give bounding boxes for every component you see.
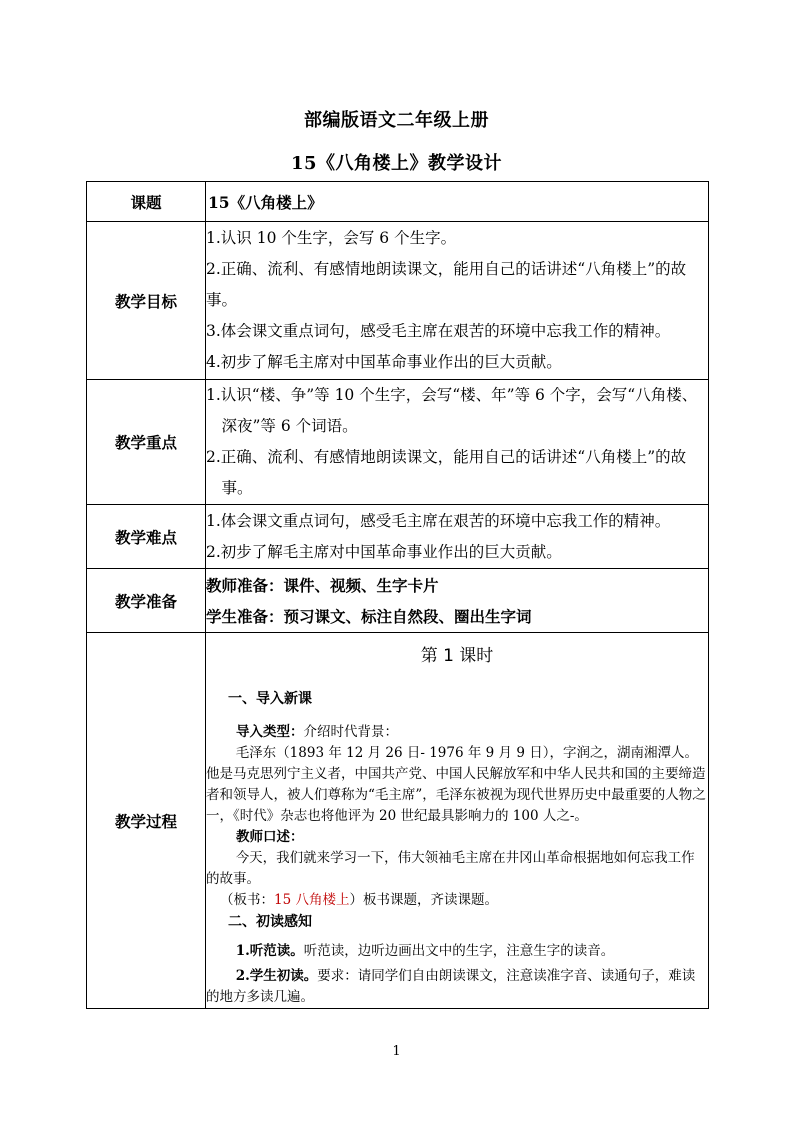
preparation-cell (206, 569, 709, 633)
goal-item: 4.初步了解毛主席对中国革命事业作出的巨大贡献。 (206, 353, 562, 371)
topic-label: 课题 (87, 182, 206, 222)
step-read (206, 966, 708, 1008)
document-subtitle: 15《八角楼上》教学设计 (290, 153, 503, 174)
goal-item: 3.体会课文重点词句，感受毛主席在艰苦的环境中忘我工作的精神。 (206, 322, 671, 340)
intro-type-value: 介绍时代背景： (303, 724, 398, 740)
lesson-title: 第 1 课时 (420, 646, 494, 666)
row-difficulties (87, 505, 709, 569)
difficulty-item: 1.体会课文重点词句，感受毛主席在艰苦的环境中忘我工作的精神。 (206, 511, 671, 530)
intro-type-label: 导入类型： (236, 724, 304, 740)
teacher-talk: 今天，我们就来学习一下，伟大领袖毛主席在井冈山革命根据地如何忘我工作的故事。 (206, 850, 695, 887)
difficulties-cell (206, 505, 709, 569)
section-heading: 一、导入新课 (228, 691, 312, 707)
board-prefix: （板书： (220, 892, 274, 908)
intro-type (206, 722, 708, 743)
row-key-points (87, 380, 709, 505)
topic-value: 15《八角楼上》 (208, 192, 323, 212)
difficulties-label: 教学难点 (87, 505, 206, 569)
board-title: 15 八角楼上 (274, 892, 350, 908)
key-point-item: 2.正确、流利、有感情地朗读课文，能用自己的话讲述“八角楼上”的故事。 (206, 448, 687, 497)
process-cell (206, 633, 709, 1009)
step-read-label: 2.学生初读。 (235, 968, 318, 984)
step-read-text: 要求：请同学们自由朗读课文，注意读准字音、读通句子，难读的地方多读几遍。 (206, 968, 696, 1005)
step-listen (206, 941, 708, 962)
lesson-plan-table (86, 181, 709, 1009)
row-topic (87, 182, 709, 222)
preparation-label: 教学准备 (87, 569, 206, 633)
difficulty-item: 2.初步了解毛主席对中国革命事业作出的巨大贡献。 (206, 542, 562, 561)
goals-label: 教学目标 (87, 222, 206, 380)
key-points-label: 教学重点 (87, 380, 206, 505)
board-suffix: ）板书课题，齐读课题。 (349, 892, 498, 908)
student-preparation: 学生准备：预习课文、标注自然段、圈出生字词 (206, 606, 532, 626)
board-writing (206, 890, 708, 911)
goal-item: 2.正确、流利、有感情地朗读课文，能用自己的话讲述“八角楼上”的故事。 (206, 260, 687, 309)
topic-cell (206, 182, 709, 222)
process-label: 教学过程 (87, 633, 206, 1009)
row-preparation (87, 569, 709, 633)
mao-biography: 毛泽东（1893 年 12 月 26 日- 1976 年 9 月 9 日），字润之，湖南湘潭人。他是马克思列宁主义者，中国共产党、中国人民解放军和中华人民共和国的主要缔造者和领导人，被人们尊称为“毛主席”，毛泽东被视为现代世界历史中最重要的人物之一，《时代》杂志也将他评为 20 世纪最具影响力的 100 人之-。 (206, 745, 706, 824)
document-title: 部编版语文二年级上册 (304, 110, 489, 131)
key-points-cell (206, 380, 709, 505)
page-number: 1 (392, 1044, 401, 1059)
step-listen-label: 1.听范读。 (235, 943, 304, 959)
key-point-item: 1.认识“楼、争”等 10 个生字，会写“楼、年”等 6 个字，会写“八角楼、深夜”等 6 个词语。 (206, 386, 698, 435)
section-heading: 二、初读感知 (228, 914, 312, 930)
teacher-talk-label: 教师口述： (236, 829, 304, 845)
goal-item: 1.认识 10 个生字，会写 6 个生字。 (206, 229, 457, 247)
teacher-preparation: 教师准备：课件、视频、生字卡片 (206, 575, 439, 595)
goals-cell (206, 222, 709, 380)
row-goals (87, 222, 709, 380)
row-process (87, 633, 709, 1009)
step-listen-text: 听范读，边听边画出文中的生字，注意生字的读音。 (303, 943, 615, 959)
